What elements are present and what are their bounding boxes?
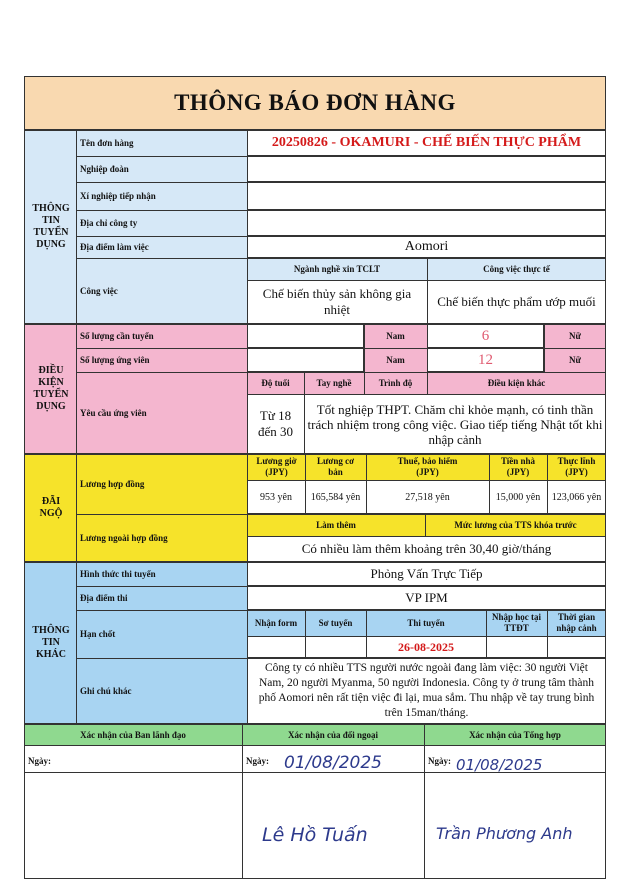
school-header: Nhập học tại TTĐT: [491, 612, 541, 633]
leadership-date-label: Ngày:: [28, 756, 51, 766]
general-date-handwritten: 01/08/2025: [456, 756, 543, 774]
needed-male-value: 6: [481, 327, 490, 344]
job-label: Công việc: [80, 286, 118, 296]
company-cell: [247, 182, 606, 210]
job-actual-header: Công việc thực tế: [483, 263, 550, 274]
notes-value: Công ty có nhiều TTS người nước ngoài đang làm việc: 30 người Việt Nam, 20 người Myanma, 50 người Indonesia. Công ty ở trung tâm thành phố Aomori nên rất tiện việc đi lại, mua sắm. Thu nhập về tay trung bình trên 15man/tháng.: [258, 662, 595, 719]
foreign-date-handwritten: 01/08/2025: [284, 753, 382, 773]
applicants-blank-cell: [247, 348, 364, 372]
company-label: Xí nghiệp tiếp nhận: [80, 191, 156, 201]
form-header: Nhận form: [254, 617, 298, 628]
contract-salary-label: Lương hợp đồng: [80, 479, 145, 489]
foreign-date-label: Ngày:: [246, 756, 269, 766]
previous-salary-header: Mức lương của TTS khóa trước: [454, 519, 577, 530]
extra-salary-label: Lương ngoài hợp đồng: [80, 533, 168, 543]
net-value: 123,066 yên: [551, 491, 602, 503]
address-cell: [247, 210, 606, 236]
needed-label: Số lượng cần tuyển: [80, 331, 154, 341]
age-value: Từ 18 đến 30: [257, 408, 294, 439]
net-header: Thực lĩnh (JPY): [557, 456, 596, 477]
order-name-label: Tên đơn hàng: [80, 138, 134, 148]
housing-value: 15,000 yên: [495, 491, 541, 503]
applicants-male-value: 12: [478, 351, 493, 368]
address-label: Địa chỉ công ty: [80, 218, 138, 228]
preselect-header: Sơ tuyển: [318, 617, 353, 628]
foreign-signature: Lê Hồ Tuấn: [262, 824, 368, 846]
other-info-section-label: THÔNG TIN KHÁC: [32, 625, 70, 660]
base-header: Lương cơ bản: [316, 456, 355, 477]
benefits-section-label: ĐÃI NGỘ: [39, 496, 63, 519]
other-conditions-header: Điều kiện khác: [487, 377, 546, 388]
page-title: THÔNG BÁO ĐƠN HÀNG: [174, 90, 456, 115]
exam-header: Thi tuyển: [407, 617, 445, 628]
job-registered-header: Ngành nghề xin TCLT: [293, 263, 381, 274]
overtime-header: Làm thêm: [316, 519, 356, 530]
workplace-value: Aomori: [404, 239, 449, 254]
applicants-male-label: Nam: [386, 354, 405, 365]
base-value: 165,584 yên: [310, 491, 361, 503]
education-header: Trình độ: [378, 377, 413, 388]
workplace-label: Địa điểm làm việc: [80, 242, 149, 252]
exam-date-value: 26-08-2025: [398, 639, 454, 654]
job-registered-value: Chế biến thủy sản không gia nhiệt: [262, 286, 412, 317]
exam-location-label: Địa điểm thi: [80, 593, 128, 603]
skill-header: Tay nghề: [316, 377, 352, 388]
needed-blank-cell: [247, 324, 364, 348]
conditions-section-label: ĐIỀU KIỆN TUYỂN DỤNG: [33, 365, 69, 412]
overtime-value: Có nhiều làm thêm khoảng trên 30,40 giờ/tháng: [301, 541, 552, 556]
approval-section: [24, 724, 606, 879]
order-name-value: 20250826 - OKAMURI - CHẾ BIẾN THỰC PHẨM: [271, 135, 582, 150]
entry-header: Thời gian nhập cảnh: [556, 612, 597, 633]
applicants-female-label: Nữ: [569, 354, 581, 365]
needed-female-label: Nữ: [569, 330, 581, 341]
exam-format-value: Phỏng Vấn Trực Tiếp: [370, 566, 483, 581]
exam-location-value: VP IPM: [405, 590, 448, 605]
general-approval-header: Xác nhận của Tổng hợp: [469, 729, 561, 740]
union-cell: [247, 156, 606, 182]
recruitment-section-label: THÔNG TIN TUYỂN DỤNG: [32, 203, 70, 250]
tax-header: Thuế, bảo hiểm (JPY): [397, 456, 458, 477]
hourly-value: 953 yên: [260, 491, 292, 503]
applicants-label: Số lượng ứng viên: [80, 355, 150, 365]
deadline-label: Hạn chốt: [80, 629, 116, 639]
other-conditions-value: Tốt nghiệp THPT. Chăm chỉ khỏe mạnh, có tinh thần trách nhiệm trong công việc. Giao tiếp tiếng Nhật tốt khi nhập cảnh: [307, 401, 603, 447]
union-label: Nghiệp đoàn: [80, 164, 129, 174]
foreign-approval-header: Xác nhận của đối ngoại: [287, 729, 379, 740]
age-header: Độ tuổi: [261, 377, 290, 388]
requirements-label: Yêu cầu ứng viên: [80, 408, 147, 418]
notes-label: Ghi chú khác: [80, 686, 132, 696]
job-actual-value: Chế biến thực phẩm ướp muối: [437, 294, 596, 309]
general-date-label: Ngày:: [428, 756, 451, 766]
general-signature: Trần Phương Anh: [436, 823, 573, 843]
leadership-approval-header: Xác nhận của Ban lãnh đạo: [80, 729, 186, 740]
exam-format-label: Hình thức thi tuyển: [80, 569, 156, 579]
needed-male-label: Nam: [386, 330, 405, 341]
tax-value: 27,518 yên: [405, 491, 450, 503]
hourly-header: Lương giờ (JPY): [256, 456, 297, 477]
housing-header: Tiền nhà (JPY): [500, 456, 536, 477]
